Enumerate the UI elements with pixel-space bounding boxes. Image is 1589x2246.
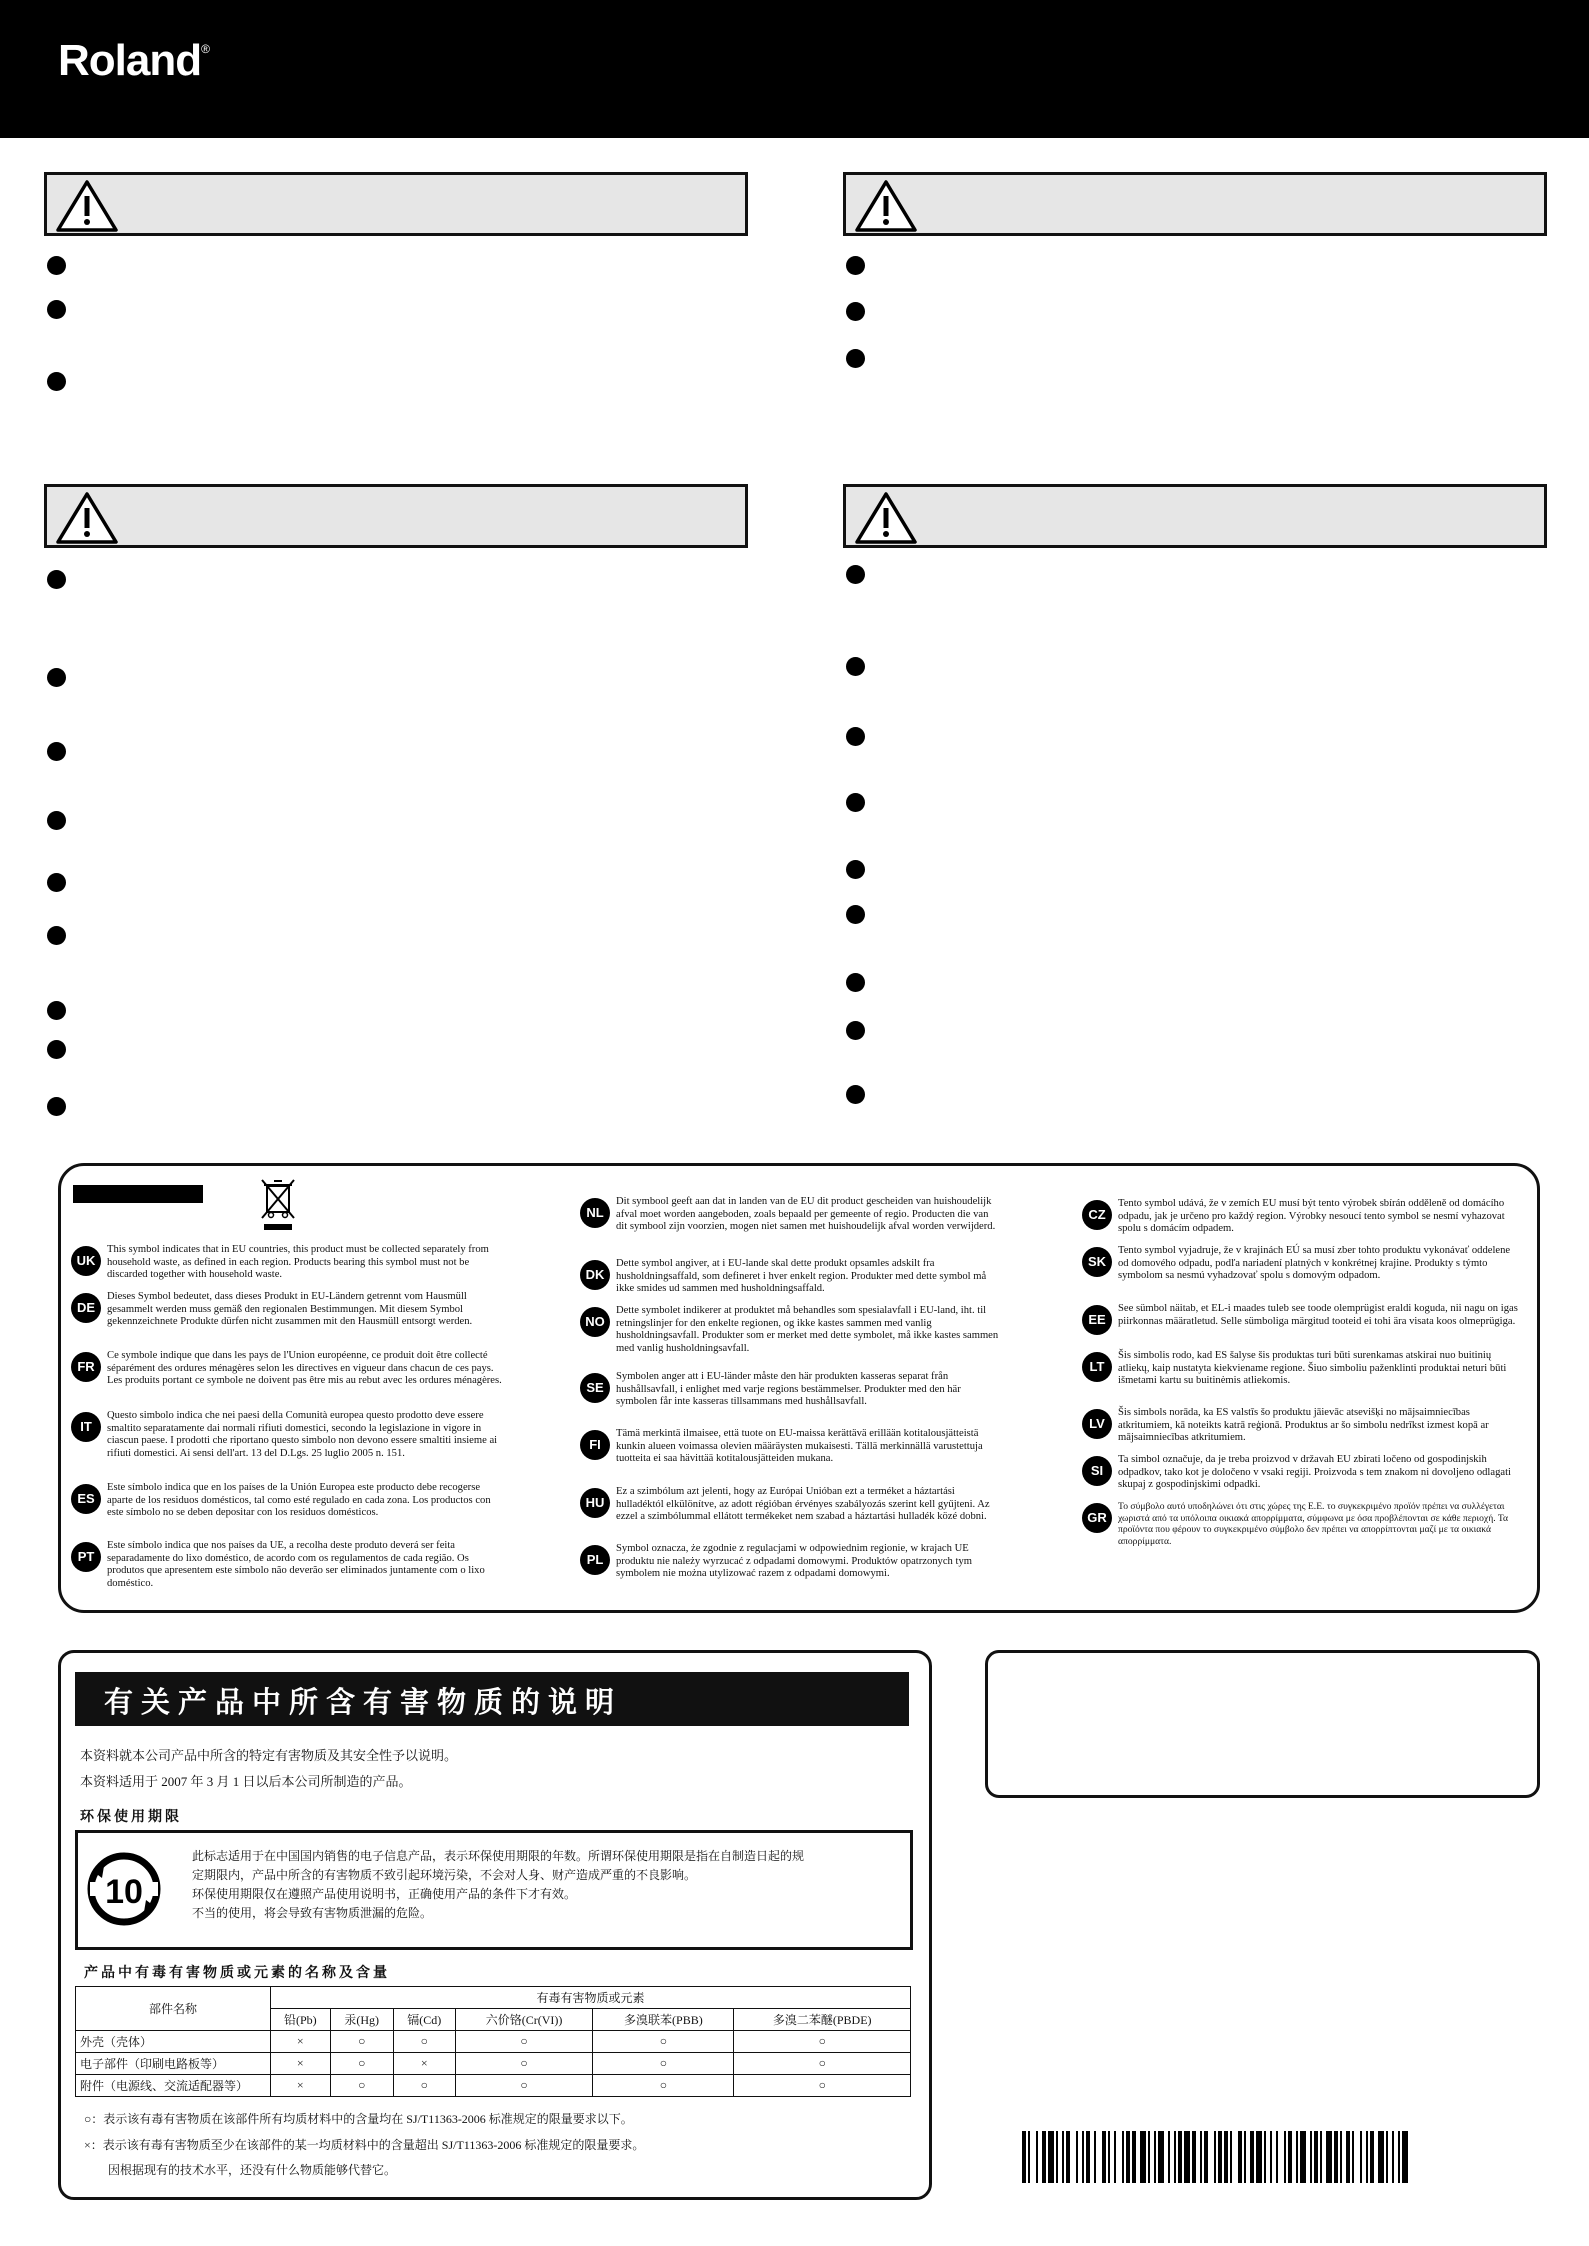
barcode-bar xyxy=(1310,2131,1312,2183)
bullet xyxy=(47,256,66,275)
barcode-bar xyxy=(1346,2131,1350,2183)
row-label: 外壳（壳体） xyxy=(76,2031,271,2053)
language-badge: EE xyxy=(1082,1305,1112,1335)
bullet xyxy=(846,860,865,879)
language-badge: GR xyxy=(1082,1503,1112,1533)
warning-bar-2 xyxy=(843,172,1547,236)
table-cell: ○ xyxy=(393,2031,455,2053)
epup-10-logo-icon xyxy=(82,1846,166,1932)
substance-table xyxy=(75,1986,911,2097)
row-label: 附件（电源线、交流适配器等） xyxy=(76,2075,271,2097)
barcode-bar xyxy=(1174,2131,1176,2183)
table-cell: × xyxy=(393,2053,455,2075)
warning-bar-3 xyxy=(44,484,748,548)
barcode-bar xyxy=(1264,2131,1266,2183)
barcode-bar xyxy=(1082,2131,1084,2183)
table-cell: ○ xyxy=(455,2053,593,2075)
warning-bar-1 xyxy=(44,172,748,236)
barcode-bar xyxy=(1276,2131,1278,2183)
barcode-bar xyxy=(1048,2131,1054,2183)
weee-entry-text: Ez a szimbólum azt jelenti, hogy az Európai Unióban ezt a terméket a háztartási hulladéktól elkülönítve, az adott régióban érvényes szabályozás szerint kell gyűjteni. Az ezzel a szimbólummal ellátott termékeket nem szabad a háztartási hulladék közé dobni. xyxy=(616,1486,990,1523)
epup-line: 环保使用期限仅在遵照产品使用说明书，正确使用产品的条件下才有效。 xyxy=(192,1887,577,1901)
column-header: 镉(Cd) xyxy=(393,2009,455,2031)
table-cell: ○ xyxy=(734,2031,911,2053)
barcode-bar xyxy=(1094,2131,1096,2183)
language-badge: NO xyxy=(580,1307,610,1337)
barcode-bar xyxy=(1340,2131,1342,2183)
bullet xyxy=(47,1040,66,1059)
warning-triangle-icon xyxy=(854,179,918,233)
barcode-bar xyxy=(1066,2131,1070,2183)
barcode-bar xyxy=(1270,2131,1272,2183)
table-cell: ○ xyxy=(593,2075,734,2097)
barcode-bar xyxy=(1230,2131,1232,2183)
weee-entry-text: Este símbolo indica que en los países de la Unión Europea este producto debe recogerse aparte de los residuos domésticos, tal como esté regulado en cada zona. Los productos con este símbolo no se deben depositar con los residuos domésticos. xyxy=(107,1482,491,1519)
barcode-bar xyxy=(1370,2131,1374,2183)
warning-bar-4 xyxy=(843,484,1547,548)
bullet xyxy=(846,905,865,924)
bullet xyxy=(846,1021,865,1040)
barcode-bar xyxy=(1148,2131,1150,2183)
barcode-bar xyxy=(1178,2131,1182,2183)
column-header: 汞(Hg) xyxy=(330,2009,393,2031)
weee-entry-text: Dit symbool geeft aan dat in landen van de EU dit product gescheiden van huishoudelijk afval moet worden aangeboden, zoals bepaald per gemeente of regio. Producten die van dit symbool zijn voorzien, mogen niet samen met huishoudelijk afval worden verwijderd. xyxy=(616,1196,996,1233)
barcode-bar xyxy=(1028,2131,1030,2183)
barcode-bar xyxy=(1296,2131,1298,2183)
language-badge: PL xyxy=(580,1545,610,1575)
language-badge: DK xyxy=(580,1260,610,1290)
barcode-bar xyxy=(1108,2131,1110,2183)
language-badge: IT xyxy=(71,1412,101,1442)
epup-line: 不当的使用，将会导致有害物质泄漏的危险。 xyxy=(192,1906,433,1920)
weee-entry-text: Šis simbols norāda, ka ES valstīs šo produktu jāievāc atsevišķi no mājsaimniecības atkritumiem, kā noteikts katrā reģionā. Produktus ar šo simbolu nedrīkst izmest kopā ar mājsaimniecības atkritumiem. xyxy=(1118,1407,1489,1444)
bullet xyxy=(47,926,66,945)
header-bar xyxy=(0,0,1589,138)
barcode-bar xyxy=(1126,2131,1130,2183)
table-cell: ○ xyxy=(455,2075,593,2097)
barcode-bar xyxy=(1218,2131,1222,2183)
table-row xyxy=(76,2075,911,2097)
bullet xyxy=(47,873,66,892)
barcode-bar xyxy=(1114,2131,1116,2183)
epup-line: 定期限内，产品中所含的有害物质不致引起环境污染，不会对人身、财产造成严重的不良影响。 xyxy=(192,1868,697,1882)
table-cell: ○ xyxy=(393,2075,455,2097)
barcode-bar xyxy=(1284,2131,1286,2183)
barcode-bar xyxy=(1392,2131,1394,2183)
weee-entry-text: Dieses Symbol bedeutet, dass dieses Produkt in EU-Ländern getrennt vom Hausmüll gesammelt werden muss gemäß den regionalen Bestimmungen. Mit diesem Symbol gekennzeichnete Produkte dürfen nicht zusammen mit den Hausmüll entsorgt werden. xyxy=(107,1291,473,1328)
weee-entry-text: Το σύμβολο αυτό υποδηλώνει ότι στις χώρες της Ε.Ε. το συγκεκριμένο προϊόν πρέπει να συλλέγεται χωριστά από τα υπόλοιπα οικιακά απορρίμματα, σύμφωνα με όσα προβλέπονται σε κάθε περιοχή. Τα προϊόντα που φέρουν το συγκεκριμένο σύμβολο δεν πρέπει να απορρίπτονται μαζί με τα οικιακά απορρίμματα. xyxy=(1118,1501,1509,1547)
row-label: 电子部件（印刷电路板等） xyxy=(76,2053,271,2075)
language-badge: HU xyxy=(580,1488,610,1518)
barcode-bar xyxy=(1168,2131,1170,2183)
bullet xyxy=(47,300,66,319)
barcode-bar xyxy=(1192,2131,1196,2183)
bullet xyxy=(846,657,865,676)
barcode-bar xyxy=(1200,2131,1202,2183)
bullet xyxy=(846,256,865,275)
barcode-bar xyxy=(1334,2131,1338,2183)
warning-triangle-icon xyxy=(55,179,119,233)
barcode-bar xyxy=(1154,2131,1156,2183)
barcode-bar xyxy=(1086,2131,1090,2183)
language-badge: LV xyxy=(1082,1409,1112,1439)
barcode-bar xyxy=(1036,2131,1038,2183)
column-header: 多溴联苯(PBB) xyxy=(593,2009,734,2031)
weee-entry-text: Tento symbol vyjadruje, že v krajinách EÚ sa musí zber tohto produktu vykonávať oddelene od domového odpadu, podľa nariadení platných v konkrétnej krajine. Produkty s týmto symbolom sa nesmú vyhadzovať spolu s domovým odpadom. xyxy=(1118,1245,1511,1282)
substance-table-heading: 产品中有毒有害物质或元素的名称及含量 xyxy=(84,1966,390,1981)
language-badge: SE xyxy=(580,1373,610,1403)
barcode-bar xyxy=(1288,2131,1292,2183)
language-badge: SK xyxy=(1082,1247,1112,1277)
table-cell: ○ xyxy=(734,2075,911,2097)
table-cell: ○ xyxy=(593,2053,734,2075)
barcode-bar xyxy=(1056,2131,1058,2183)
bullet xyxy=(47,668,66,687)
barcode-bar xyxy=(1132,2131,1136,2183)
language-badge: ES xyxy=(71,1484,101,1514)
barcode-bar xyxy=(1320,2131,1322,2183)
table-cell: × xyxy=(271,2031,331,2053)
bullet xyxy=(47,570,66,589)
barcode-bar xyxy=(1062,2131,1064,2183)
barcode-bar xyxy=(1076,2131,1078,2183)
bullet xyxy=(846,565,865,584)
table-note-1: ○：表示该有毒有害物质在该部件所有均质材料中的含量均在 SJ/T11363-2006 标准规定的限量要求以下。 xyxy=(84,2112,633,2126)
column-header: 六价铬(Cr(VI)) xyxy=(455,2009,593,2031)
bullet xyxy=(47,1097,66,1116)
language-badge: UK xyxy=(71,1246,101,1276)
table-cell: ○ xyxy=(455,2031,593,2053)
bullet xyxy=(846,973,865,992)
language-badge: NL xyxy=(580,1198,610,1228)
table-cell: ○ xyxy=(734,2053,911,2075)
barcode-bar xyxy=(1250,2131,1254,2183)
language-badge: DE xyxy=(71,1293,101,1323)
barcode-bar xyxy=(1256,2131,1262,2183)
barcode-bar xyxy=(1360,2131,1362,2183)
bullet xyxy=(846,793,865,812)
epup-text xyxy=(192,1847,804,1923)
substance-group-header: 有毒有害物质或元素 xyxy=(271,1987,911,2009)
china-title: 有关产品中所含有害物质的说明 xyxy=(104,1687,623,1719)
bullet xyxy=(47,811,66,830)
weee-entry-text: Dette symbol angiver, at i EU-lande skal dette produkt opsamles adskilt fra husholdningsaffald, som defineret i hver enkelt region. Produkter med dette symbol må ikke smides ud sammen med husholdningsaffald. xyxy=(616,1258,987,1295)
roland-logo: Roland® xyxy=(58,36,209,85)
barcode-bar xyxy=(1022,2131,1026,2183)
barcode-bar xyxy=(1238,2131,1242,2183)
weee-entry-text: Este símbolo indica que nos países da UE, a recolha deste produto deverá ser feita separadamente do lixo doméstico, de acordo com os regulamentos de cada região. Os produtos que apresentem este símbolo não deverão ser eliminados juntamente com o lixo doméstico. xyxy=(107,1540,485,1589)
language-badge: LT xyxy=(1082,1352,1112,1382)
language-badge: FI xyxy=(580,1430,610,1460)
barcode-image xyxy=(1022,2131,1502,2183)
bullet xyxy=(846,302,865,321)
bullet xyxy=(846,727,865,746)
weee-entry-text: Ta simbol označuje, da je treba proizvod v državah EU zbirati ločeno od gospodinjskih odpadkov, tako kot je določeno v vsaki regiji. Proizvoda s tem znakom ni dovoljeno odlagati skupaj z gospodinjskimi odpadki. xyxy=(1118,1454,1511,1491)
column-header: 铅(Pb) xyxy=(271,2009,331,2031)
weee-entry-text: Symbolen anger att i EU-länder måste den här produkten kasseras separat från hushållsavfall, i enlighet med varje regions bestämmelser. Produkter med den här symbolen får inte kasseras tillsammans med hushållsavfall. xyxy=(616,1371,961,1408)
table-note-2: ×：表示该有毒有害物质至少在该部件的某一均质材料中的含量超出 SJ/T11363-2006 标准规定的限量要求。 xyxy=(84,2138,645,2152)
weee-entry-text: Tämä merkintä ilmaisee, että tuote on EU-maissa kerättävä erillään kotitalousjätteistä kunkin alueen voimassa olevien määräysten mukaisesti. Tällä merkinnällä varustettuja tuotteita ei saa hävittää kotitalousjätteiden mukana. xyxy=(616,1428,983,1465)
barcode-bar xyxy=(1386,2131,1388,2183)
china-intro-2: 本资料适用于 2007 年 3 月 1 日以后本公司所制造的产品。 xyxy=(80,1774,412,1789)
epup-heading: 环保使用期限 xyxy=(80,1810,182,1825)
barcode-bar xyxy=(1224,2131,1228,2183)
barcode-bar xyxy=(1214,2131,1216,2183)
weee-entry-text: Questo simbolo indica che nei paesi della Comunità europea questo prodotto deve essere smaltito separatamente dai normali rifiuti domestici, secondo la legislazione in vigore in ciascun paese. I prodotti che riportano questo simbolo non devono essere smaltiti insieme ai rifiuti domestici. Ai sensi dell'art. 13 del D.Lgs. 25 luglio 2005 n. 151. xyxy=(107,1410,498,1459)
bullet xyxy=(47,742,66,761)
china-intro-1: 本资料就本公司产品中所含的特定有害物质及其安全性予以说明。 xyxy=(80,1748,458,1763)
weee-entry-text: Šis simbolis rodo, kad ES šalyse šis produktas turi būti surenkamas atskirai nuo buitinių atliekų, kaip nustatyta kiekviename regione. Šiuo simboliu paženklinti produktai neturi būti išmetami kartu su buitinėmis atliekomis. xyxy=(1118,1350,1507,1387)
warning-triangle-icon xyxy=(55,491,119,545)
label-strip xyxy=(73,1185,203,1203)
weee-entry-text: See sümbol näitab, et EL-i maades tuleb see toode olemprügist eraldi koguda, nii nagu on igas piirkonnas määratletud. Selle sümboliga märgitud tooteid ei tohi ära visata koos olmeprügiga. xyxy=(1118,1303,1518,1327)
table-cell: ○ xyxy=(330,2075,393,2097)
part-header: 部件名称 xyxy=(76,1987,271,2031)
epup-line: 此标志适用于在中国国内销售的电子信息产品，表示环保使用期限的年数。所谓环保使用期限是指在自制造日起的规 xyxy=(192,1849,805,1863)
weee-entry-text: Symbol oznacza, że zgodnie z regulacjami w odpowiednim regionie, w krajach UE produktu nie należy wyrzucać z odpadami domowymi. Produktów opatrzonych tym symbolem nie można utylizować razem z odpadami domowymi. xyxy=(616,1543,972,1580)
barcode-bar xyxy=(1402,2131,1408,2183)
barcode-bar xyxy=(1184,2131,1190,2183)
language-badge: PT xyxy=(71,1542,101,1572)
barcode-bar xyxy=(1314,2131,1318,2183)
language-badge: CZ xyxy=(1082,1200,1112,1230)
weee-entry-text: Dette symbolet indikerer at produktet må behandles som spesialavfall i EU-land, iht. til retningslinjer for den enkelte regionen, og ikke kastes sammen med vanlig husholdningsavfall. Produkter som er merket med dette symbolet, må ikke kastes sammen med vanlig husholdningsavfall. xyxy=(616,1305,999,1354)
weee-entry-text: This symbol indicates that in EU countries, this product must be collected separately from household waste, as defined in each region. Products bearing this symbol must not be discarded together with household waste. xyxy=(107,1244,489,1281)
barcode-bar xyxy=(1204,2131,1208,2183)
barcode-bar xyxy=(1158,2131,1164,2183)
barcode-bar xyxy=(1122,2131,1124,2183)
bullet xyxy=(846,349,865,368)
crossed-out-bin-icon xyxy=(258,1176,298,1234)
table-row xyxy=(76,2053,911,2075)
language-badge: SI xyxy=(1082,1456,1112,1486)
table-note-3: 因根据现有的技术水平，还没有什么物质能够代替它。 xyxy=(108,2163,397,2177)
barcode-bar xyxy=(1042,2131,1046,2183)
weee-entry-text: Ce symbole indique que dans les pays de l'Union européenne, ce produit doit être collecté séparément des ordures ménagères selon les directives en vigueur dans chacun de ces pays. Les produits portant ce symbole ne doivent pas être mis au rebut avec les ordures ménagères. xyxy=(107,1350,502,1387)
weee-entry-text: Tento symbol udává, že v zemích EU musí být tento výrobek sbírán odděleně od domácího odpadu, jak je určeno pro každý region. Výrobky nesoucí tento symbol se nesmí vyhazovat spolu s domácím odpadem. xyxy=(1118,1198,1505,1235)
bullet xyxy=(846,1085,865,1104)
epup-years-number: 10 xyxy=(105,1873,143,1911)
language-badge: FR xyxy=(71,1352,101,1382)
barcode-bar xyxy=(1366,2131,1368,2183)
table-cell: ○ xyxy=(330,2031,393,2053)
barcode-bar xyxy=(1140,2131,1146,2183)
barcode-bar xyxy=(1244,2131,1246,2183)
table-cell: ○ xyxy=(330,2053,393,2075)
warning-triangle-icon xyxy=(854,491,918,545)
bullet xyxy=(47,372,66,391)
barcode-bar xyxy=(1352,2131,1354,2183)
table-row xyxy=(76,2031,911,2053)
barcode-bar xyxy=(1300,2131,1306,2183)
column-header: 多溴二苯醚(PBDE) xyxy=(734,2009,911,2031)
side-info-box xyxy=(985,1650,1540,1798)
bullet xyxy=(47,1001,66,1020)
table-cell: × xyxy=(271,2053,331,2075)
barcode-bar xyxy=(1378,2131,1384,2183)
table-cell: ○ xyxy=(593,2031,734,2053)
barcode-bar xyxy=(1102,2131,1106,2183)
barcode-bar xyxy=(1398,2131,1400,2183)
barcode-bar xyxy=(1326,2131,1332,2183)
table-cell: × xyxy=(271,2075,331,2097)
